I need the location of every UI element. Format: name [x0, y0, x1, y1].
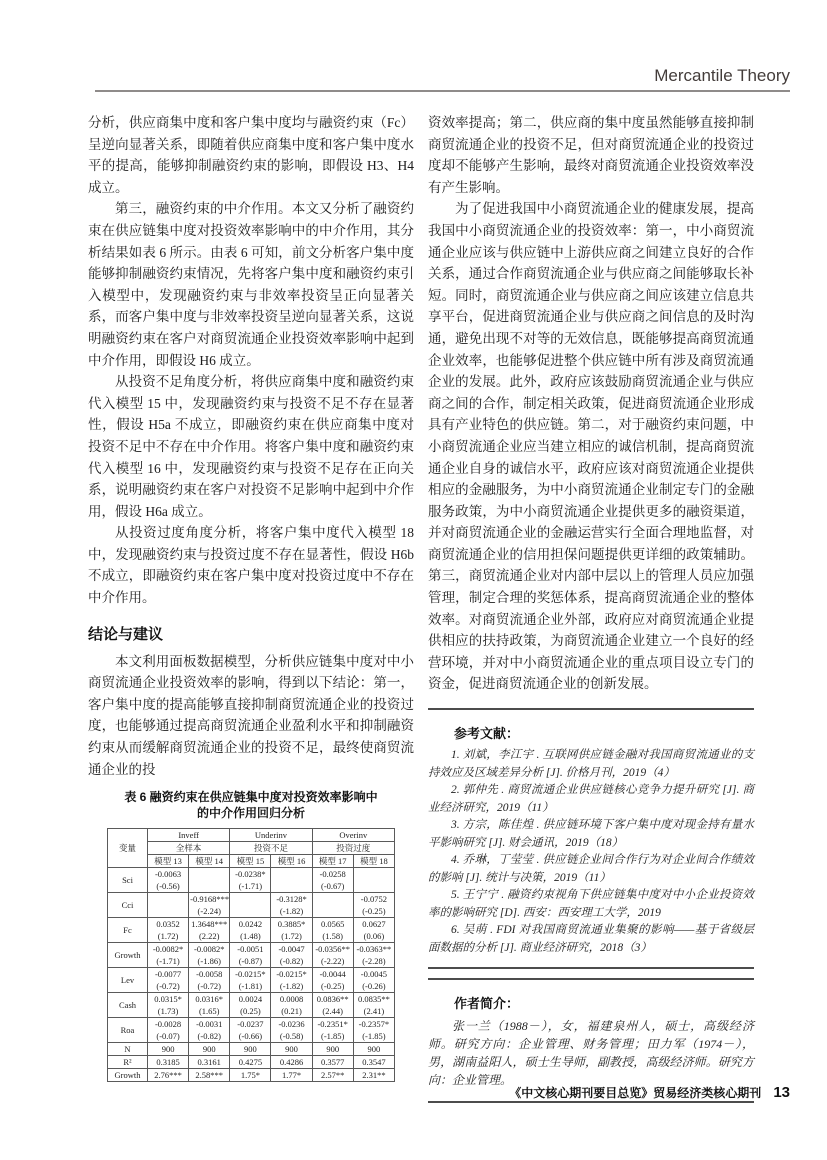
header-subgroup-underinvestment: 投资不足 [230, 842, 312, 855]
table-cell [189, 1043, 230, 1056]
cell-value-line: -0.0238* [235, 869, 266, 880]
cell-value-line: (-0.82) [279, 956, 304, 967]
cell-value-line: (-0.58) [279, 1031, 304, 1042]
table-cell [271, 893, 312, 918]
table-cell [148, 1043, 189, 1056]
cell-value-line: -0.0215* [276, 969, 307, 980]
row-variable-label: Sci [108, 868, 148, 893]
table-cell [148, 968, 189, 993]
table-body [108, 868, 395, 1082]
table-cell [353, 1043, 394, 1056]
header-subgroup-overinvestment: 投资过度 [312, 842, 394, 855]
table-cell [312, 918, 353, 943]
cell-value-line [149, 905, 187, 917]
row-variable-label: R² [108, 1056, 148, 1069]
cell-value-line: -0.0028 [154, 1019, 182, 1030]
table-cell [230, 943, 271, 968]
table-row [108, 868, 395, 893]
cell-value-line [314, 905, 352, 917]
cell-value-line: 0.0024 [238, 994, 263, 1005]
cell-value-line: -0.0051 [237, 944, 264, 955]
cell-value-line: 900 [326, 1044, 340, 1055]
cell-value-line: -0.2351* [317, 1019, 348, 1030]
author-bio: 张一兰（1988－），女，福建泉州人，硕士，高级经济师。研究方向：企业管理、财务管理；田力军（1974－），男，湖南益阳人，硕士生导师，副教授，高级经济师。研究方向：企业管理。 [428, 1019, 754, 1088]
cell-value-line: -0.0215* [235, 969, 266, 980]
table-cell [353, 918, 394, 943]
cell-value-line: -0.0237 [237, 1019, 264, 1030]
table-cell [189, 1069, 230, 1082]
header-model-17: 模型 17 [312, 855, 353, 868]
table-row [108, 918, 395, 943]
cell-value-line: (-1.71) [156, 956, 180, 967]
cell-value-line [190, 868, 228, 880]
cell-value-line: (-0.72) [197, 981, 221, 992]
cell-value-line: 0.0352 [156, 919, 180, 930]
cell-value-line: (-1.86) [197, 956, 221, 967]
table-cell [312, 993, 353, 1018]
header-group-underinv: Underinv [230, 829, 312, 842]
table-cell [271, 1043, 312, 1056]
table-cell [312, 1056, 353, 1069]
header-model-16: 模型 16 [271, 855, 312, 868]
cell-value-line [149, 893, 187, 905]
row-variable-label: Roa [108, 1018, 148, 1043]
table-cell [271, 993, 312, 1018]
table-cell [312, 1043, 353, 1056]
table-cell [271, 868, 312, 893]
cell-value-line: -0.0047 [278, 944, 305, 955]
table-cell [148, 1069, 189, 1082]
cell-value-line [190, 880, 228, 892]
cell-value-line: 0.4275 [238, 1057, 263, 1068]
cell-value-line: (0.25) [240, 1006, 261, 1017]
cell-value-line: 900 [161, 1044, 175, 1055]
paragraph: 分析，供应商集中度和客户集中度均与融资约束（Fc）呈逆向显著关系，即随着供应商集中度和客户集中度水平的提高，能够抑制融资约束的影响，即假设 H3、H4 成立。 [88, 115, 414, 195]
reference-item: 6. 吴萌 . FDI 对我国商贸流通业集聚的影响——基于省级层面数据的分析 [J]. 商业经济研究，2018（3） [428, 924, 754, 954]
left-column [88, 112, 414, 1082]
cell-value-line [272, 880, 310, 892]
cell-value-line: -0.0058 [196, 969, 223, 980]
cell-value-line: (-0.07) [156, 1031, 180, 1042]
cell-value-line: 0.3577 [321, 1057, 345, 1068]
cell-value-line: -0.0082* [152, 944, 184, 955]
page-footer [509, 1084, 790, 1102]
cell-value-line: 0.0835** [357, 994, 390, 1005]
cell-value-line: 0.0008 [279, 994, 304, 1005]
row-variable-label: Cash [108, 993, 148, 1018]
table-cell [312, 893, 353, 918]
cell-value-line [231, 893, 269, 905]
table-cell [230, 893, 271, 918]
cell-value-line: 0.0242 [238, 919, 263, 930]
cell-value-line: -0.0031 [196, 1019, 223, 1030]
table-header-row [108, 842, 395, 855]
row-variable-label: Growth [108, 1069, 148, 1082]
reference-item: 1. 刘斌，李江宇 . 互联网供应链金融对我国商贸流通业的支持效应及区域差异分析 [J]. 价格月刊，2019（4） [428, 749, 754, 779]
cell-value-line: (1.73) [157, 1006, 179, 1017]
paragraph: 为了促进我国中小商贸流通企业的健康发展，提高我国中小商贸流通企业的投资效率：第一，中小商贸流通企业应该与供应链中上游供应商之间建立良好的合作关系，通过合作商贸流通企业与供应商之间能够取长补短。同时，商贸流通企业与供应商之间应该建立信息共享平台，促进商贸流通企业与供应商之间信息的及时沟通，避免出现不对等的无效信息，既能够提高商贸流通企业效率，也能够促进整个供应链中所有涉及商贸流通企业的发展。此外，政府应该鼓励商贸流通企业与供应商之间的合作，制定相关政策，促进商贸流通企业形成具有产业特色的供应链。第二，对于融资约束问题，中小商贸流通企业应当建立相应的诚信机制，提高商贸流通企业自身的诚信水平，政府应该对商贸流通企业提供相应的金融服务，为中小商贸流通企业制定专门的金融服务政策，为中小商贸流通企业提供更多的融资渠道，并对商贸流通企业的金融运营实行全面合理地监督，对商贸流通企业的信用担保问题提供更详细的政策辅助。第三，商贸流通企业对内部中层以上的管理人员应加强管理，制定合理的奖惩体系，提高商贸流通企业的整体效率。对商贸流通企业外部，政府应对商贸流通企业提供相应的扶持政策，为商贸流通企业建立一个良好的经营环境，并对中小商贸流通企业的重点项目设立专门的资金，促进商贸流通企业的创新发展。 [428, 201, 754, 692]
journal-info: 《中文核心期刊要目总览》贸易经济类核心期刊 [509, 1086, 762, 1100]
table-caption [88, 789, 414, 821]
cell-value-line: 2.31** [362, 1070, 386, 1081]
table-cell [148, 1018, 189, 1043]
cell-value-line: (1.48) [240, 931, 261, 942]
cell-value-line: (-0.72) [156, 981, 180, 992]
cell-value-line: -0.0356** [315, 944, 351, 955]
table-cell [189, 968, 230, 993]
table-cell [230, 1043, 271, 1056]
table-cell [312, 943, 353, 968]
cell-value-line: (2.44) [322, 1006, 343, 1017]
regression-table [107, 828, 395, 1082]
cell-value-line [355, 880, 393, 892]
cell-value-line: 0.3547 [362, 1057, 386, 1068]
cell-value-line: (-0.66) [238, 1031, 263, 1042]
cell-value-line: (-1.85) [321, 1031, 345, 1042]
cell-value-line: (-0.56) [156, 881, 180, 892]
cell-value-line: (-0.87) [238, 956, 263, 967]
table-caption-line2: 的中介作用回归分析 [196, 806, 305, 821]
cell-value-line: (2.41) [363, 1006, 385, 1017]
cell-value-line: (1.65) [198, 1006, 220, 1017]
cell-value-line: 1.75* [240, 1070, 260, 1081]
cell-value-line: 0.0315* [154, 994, 182, 1005]
table-cell [189, 868, 230, 893]
cell-value-line: -0.0363** [356, 944, 392, 955]
cell-value-line: -0.0082* [194, 944, 225, 955]
table-cell [230, 1018, 271, 1043]
header-subgroup-full-sample: 全样本 [148, 842, 230, 855]
cell-value-line: 1.3648*** [191, 919, 228, 930]
table-cell [189, 918, 230, 943]
table-cell [271, 1018, 312, 1043]
header-model-13: 模型 13 [148, 855, 189, 868]
table-cell [189, 893, 230, 918]
cell-value-line: 0.0316* [195, 994, 224, 1005]
table-cell [353, 993, 394, 1018]
row-variable-label: Fc [108, 918, 148, 943]
cell-value-line: (-0.82) [197, 1031, 221, 1042]
table-row [108, 1069, 395, 1082]
table-cell [271, 943, 312, 968]
cell-value-line: -0.3128* [276, 894, 307, 905]
table-cell [353, 1056, 394, 1069]
cell-value-line: (-1.82) [279, 981, 304, 992]
reference-item: 5. 王宁宁 . 融资约束视角下供应链集中度对中小企业投资效率的影响研究 [D]. 西安：西安理工大学，2019 [428, 889, 754, 919]
table-cell [148, 893, 189, 918]
header-group-overinv: Overinv [312, 829, 394, 842]
table-cell [230, 918, 271, 943]
table-row [108, 893, 395, 918]
paragraph: 资效率提高；第二，供应商的集中度虽然能够直接抑制商贸流通企业的投资不足，但对商贸流通企业的投资过度却不能够产生影响，最终对商贸流通企业投资效率没有产生影响。 [428, 115, 754, 195]
table-row [108, 1056, 395, 1069]
cell-value-line: 0.0627 [362, 919, 386, 930]
table-cell [353, 943, 394, 968]
table-cell [189, 993, 230, 1018]
row-variable-label: Growth [108, 943, 148, 968]
table-cell [312, 968, 353, 993]
header-rule [95, 90, 790, 92]
header-group-inveff: Inveff [148, 829, 230, 842]
cell-value-line: (2.22) [198, 931, 220, 942]
table-cell [353, 1069, 394, 1082]
table-cell [271, 1069, 312, 1082]
cell-value-line: (1.72) [157, 931, 179, 942]
table-cell [353, 968, 394, 993]
table-cell [148, 868, 189, 893]
cell-value-line: (-2.24) [197, 906, 221, 917]
cell-value-line: 900 [285, 1044, 298, 1055]
cell-value-line: 900 [202, 1044, 216, 1055]
author-bio-heading: 作者简介： [454, 996, 520, 1012]
cell-value-line: 2.58*** [195, 1070, 224, 1081]
table-cell [312, 1069, 353, 1082]
paragraph: 本文利用面板数据模型，分析供应链集中度对中小商贸流通企业投资效率的影响，得到以下结论：第一，客户集中度的提高能够直接抑制商贸流通企业的投资过度，也能够通过提高商贸流通企业盈利水平和抑制融资约束从而缓解商贸流通企业的投资不足，最终使商贸流通企业的投 [88, 653, 414, 777]
cell-value-line: (-0.26) [362, 981, 386, 992]
table-cell [353, 1018, 394, 1043]
table-header-row [108, 855, 395, 868]
cell-value-line: (1.72) [281, 931, 302, 942]
table-cell [148, 993, 189, 1018]
header-model-15: 模型 15 [230, 855, 271, 868]
cell-value-line: 2.76*** [154, 1070, 182, 1081]
header-model-18: 模型 18 [353, 855, 394, 868]
cell-value-line: (-1.85) [362, 1031, 386, 1042]
references-heading: 参考文献： [454, 726, 520, 742]
cell-value-line: (-1.71) [238, 881, 263, 892]
table-header-row [108, 829, 395, 842]
cell-value-line: 0.3161 [197, 1057, 221, 1068]
table-cell [230, 868, 271, 893]
header-variable: 变量 [108, 829, 148, 868]
table-cell [230, 993, 271, 1018]
author-divider-double-rule [428, 967, 754, 980]
cell-value-line: -0.2357* [358, 1019, 390, 1030]
row-variable-label: N [108, 1043, 148, 1056]
page-number: 13 [773, 1084, 790, 1101]
table-cell [230, 968, 271, 993]
cell-value-line [314, 893, 352, 905]
cell-value-line [272, 868, 310, 880]
cell-value-line: (-2.28) [362, 956, 386, 967]
paragraph: 第三，融资约束的中介作用。本文又分析了融资约束在供应链集中度对投资效率影响中的中介作用，其分析结果如表 6 所示。由表 6 可知，前文分析客户集中度能够抑制融资约束情况，先将客户集中度和融资约束引入模型中，发现融资约束与非效率投资呈正向显著关系，而客户集中度与非效率投资呈逆向显著关系，这说明融资约束在客户对商贸流通企业投资效率影响中起到中介作用，即假设 H6 成立。 [88, 201, 414, 368]
table-row [108, 1043, 395, 1056]
reference-item: 2. 郭仲先 . 商贸流通企业供应链核心竞争力提升研究 [J]. 商业经济研究，2019（11） [428, 784, 754, 814]
right-column [428, 112, 754, 1103]
table-cell [189, 943, 230, 968]
table-row [108, 943, 395, 968]
cell-value-line: 0.3185 [156, 1057, 180, 1068]
table-cell [148, 1056, 189, 1069]
table-cell [230, 1069, 271, 1082]
table-cell [312, 868, 353, 893]
table-cell [148, 943, 189, 968]
table-cell [353, 868, 394, 893]
table-cell [189, 1056, 230, 1069]
cell-value-line: (0.06) [363, 931, 385, 942]
cell-value-line: 0.0565 [321, 919, 345, 930]
cell-value-line: (-1.82) [279, 906, 304, 917]
cell-value-line: -0.0258 [319, 869, 346, 880]
table-cell [271, 1056, 312, 1069]
cell-value-line: 0.4286 [279, 1057, 304, 1068]
table-caption-line1: 表 6 融资约束在供应链集中度对投资效率影响中 [124, 790, 378, 805]
table-cell [312, 1018, 353, 1043]
table-row [108, 968, 395, 993]
cell-value-line: 1.77* [281, 1070, 302, 1081]
table-cell [148, 918, 189, 943]
cell-value-line: (-0.67) [321, 881, 345, 892]
cell-value-line: -0.9168*** [190, 894, 230, 905]
cell-value-line: 900 [244, 1044, 257, 1055]
cell-value-line: -0.0236 [278, 1019, 305, 1030]
cell-value-line: 0.0836** [316, 994, 349, 1005]
references-divider-rule [428, 708, 754, 710]
journal-section-title: Mercantile Theory [654, 66, 790, 85]
table-row [108, 1018, 395, 1043]
cell-value-line: (1.58) [322, 931, 343, 942]
cell-value-line [355, 868, 393, 880]
row-variable-label: Cci [108, 893, 148, 918]
section-heading-conclusion: 结论与建议 [88, 625, 164, 643]
cell-value-line: (-0.25) [321, 981, 345, 992]
cell-value-line: -0.0044 [319, 969, 346, 980]
table-cell [230, 1056, 271, 1069]
cell-value-line [231, 905, 269, 917]
reference-item: 3. 方宗，陈佳煌 . 供应链环境下客户集中度对现金持有量水平影响研究 [J]. 财会通讯，2019（18） [428, 819, 754, 849]
paragraph: 从投资不足角度分析，将供应商集中度和融资约束代入模型 15 中，发现融资约束与投资不足不存在显著性，假设 H5a 不成立，即融资约束在供应商集中度对投资不足中不存在中介作用。将客户集中度和融资约束代入模型 16 中，发现融资约束与投资不足存在正向关系，说明融资约束在客户对投资不足影响中起到中介作用，假设 H6a 成立。 [88, 374, 414, 519]
table-row [108, 993, 395, 1018]
table-cell [189, 1018, 230, 1043]
cell-value-line: (-0.25) [362, 906, 386, 917]
table-cell [271, 968, 312, 993]
header-model-14: 模型 14 [189, 855, 230, 868]
cell-value-line: 2.57** [321, 1070, 345, 1081]
cell-value-line: (-2.22) [321, 956, 345, 967]
cell-value-line: -0.0045 [360, 969, 387, 980]
cell-value-line: 900 [367, 1044, 381, 1055]
cell-value-line: (0.21) [281, 1006, 302, 1017]
paragraph: 从投资过度角度分析，将客户集中度代入模型 18 中，发现融资约束与投资过度不存在显著性，假设 H6b 不成立，即融资约束在客户集中度对投资过度中不存在中介作用。 [88, 525, 414, 606]
cell-value-line: -0.0063 [154, 869, 182, 880]
cell-value-line: (-1.81) [238, 981, 263, 992]
cell-value-line: 0.3885* [277, 919, 306, 930]
table-cell [271, 918, 312, 943]
row-variable-label: Lev [108, 968, 148, 993]
cell-value-line: -0.0752 [360, 894, 387, 905]
reference-item: 4. 乔琳，丁莹莹 . 供应链企业间合作行为对企业间合作绩效的影响 [J]. 统计与决策，2019（11） [428, 854, 754, 884]
table-cell [353, 893, 394, 918]
cell-value-line: -0.0077 [154, 969, 182, 980]
